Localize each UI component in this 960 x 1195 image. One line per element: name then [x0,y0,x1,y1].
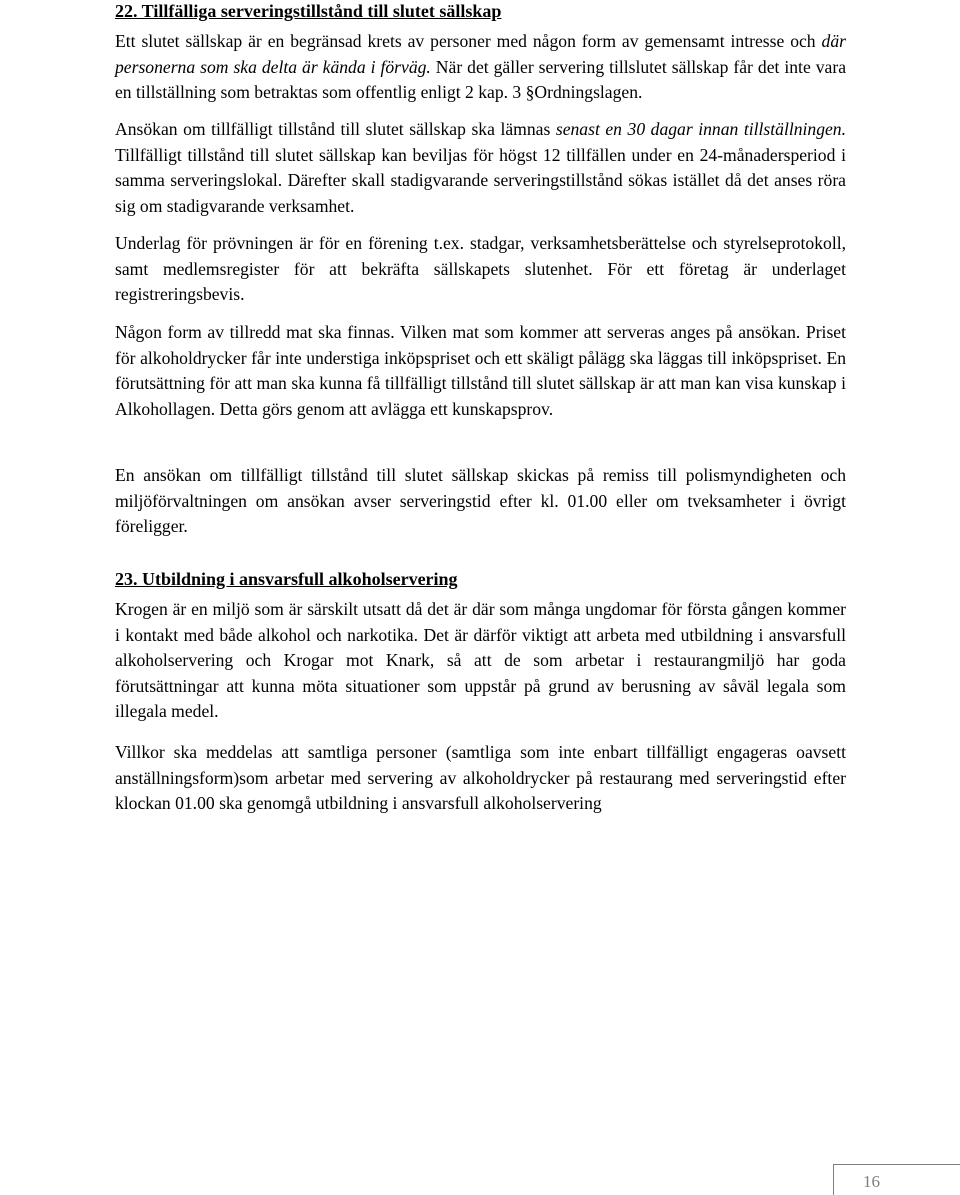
section-23-paragraph-1: Krogen är en miljö som är särskilt utsatt då det är där som många ungdomar för första gången kommer i kontakt med både alkohol och narkotika. Det är därför viktigt att arbeta med utbildning i ansvarsfull alkoholservering och Krogar mot Knark, så att de som arbetar i restaurangmiljö har goda förutsättningar att kunna möta situationer som uppstår på grund av berusning av såväl legala som illegala medel. [115,599,846,722]
section-22-paragraph-5: En ansökan om tillfälligt tillstånd till slutet sällskap skickas på remiss till polismyndigheten och miljöförvaltningen om ansökan avser serveringstid efter kl. 01.00 eller om tveksamheter i övrigt föreligger. [115,465,846,537]
paragraph-text: Tillfälligt tillstånd till slutet sällskap kan beviljas för högst 12 tillfällen under en 24-månadersperiod i samma serveringslokal. Därefter skall stadigvarande serveringstillstånd sökas istället då det anses röra sig om stadigvarande verksamhet. [115,144,846,216]
paragraph-text: Ansökan om tillfälligt tillstånd till slutet sällskap ska lämnas [115,119,556,139]
paragraph-italic-text: där personerna som ska delta är kända i förväg. [115,31,846,77]
paragraph-text: När det gäller servering tillslutet sällskap får det inte vara en tillställning som betraktas som offentlig enligt 2 kap. 3 §Ordningslagen. [115,56,846,103]
section-22-paragraph-3: Underlag för prövningen är för en förening t.ex. stadgar, verksamhetsberättelse och styrelseprotokoll, samt medlemsregister för att bekräfta sällskapets slutenhet. För ett företag är underlaget registreringsbevis. [115,233,846,305]
section-22-paragraph-2 [115,117,846,219]
page-number-frame [833,1164,960,1195]
section-23-paragraph-2: Villkor ska meddelas att samtliga personer (samtliga som inte enbart tillfälligt engageras oavsett anställningsform)som arbetar med servering av alkoholdrycker på restaurang med serveringstid efter klockan 01.00 ska genomgå utbildning i ansvarsfull alkoholservering [115,742,846,814]
section-22-heading: 22. Tillfälliga serveringstillstånd till slutet sällskap [115,1,502,21]
page-number: 16 [863,1172,880,1191]
paragraph-text: Ett slutet sällskap är en begränsad krets av personer med någon form av gemensamt intresse och [115,31,822,51]
paragraph-italic-text: senast en 30 dagar innan tillställningen. [555,119,847,139]
section-23-heading: 23. Utbildning i ansvarsfull alkoholservering [115,569,458,589]
section-22-paragraph-4: Någon form av tillredd mat ska finnas. Vilken mat som kommer att serveras anges på ansökan. Priset för alkoholdrycker får inte understiga inköpspriset och ett skäligt pålägg ska läggas till inköpspriset. En förutsättning för att man ska kunna få tillfälligt tillstånd till slutet sällskap är att man kan visa kunskap i Alkohollagen. Detta görs genom att avlägga ett kunskapsprov. [115,322,846,419]
section-22-paragraph-1 [115,29,846,106]
